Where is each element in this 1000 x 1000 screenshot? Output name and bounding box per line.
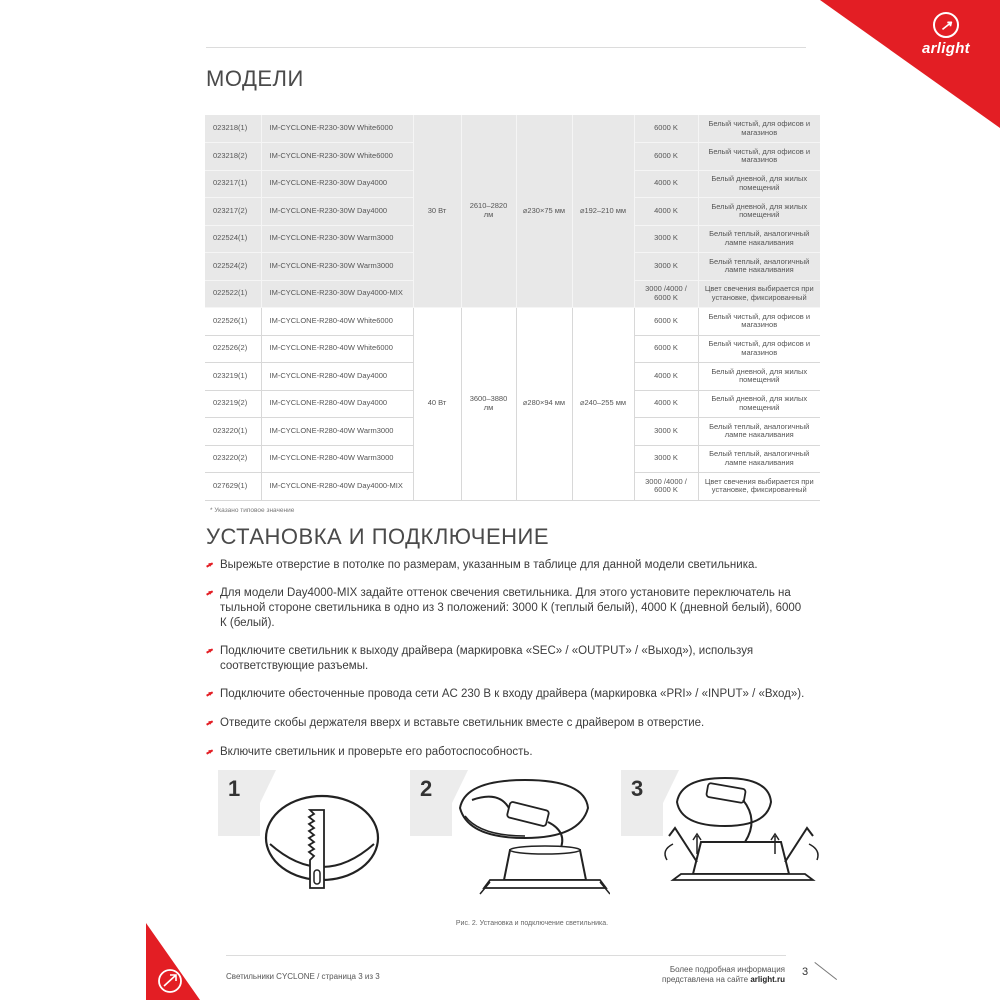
bottom-divider [226,955,786,956]
arrow-bullet-icon [206,749,213,755]
table-row [205,115,820,143]
figure-number: 3 [621,770,663,836]
table-footnote: * Указано типовое значение [210,507,295,514]
description-cell: Белый теплый, аналогичный лампе накаливания [698,253,820,281]
cct-cell: 6000 K [634,143,698,171]
footer-site-link[interactable]: arlight.ru [750,975,785,985]
model-name-cell: IM-CYCLONE-R280-40W Day4000-MIX [261,473,413,501]
description-cell: Белый теплый, аналогичный лампе накаливания [698,445,820,473]
cct-cell: 6000 K [634,115,698,143]
dimensions-cell: ⌀230×75 мм [516,115,572,308]
article-cell: 022522(1) [205,280,261,308]
article-cell: 023217(1) [205,170,261,198]
arrow-bullet-icon [206,562,213,568]
description-cell: Белый чистый, для офисов и магазинов [698,335,820,363]
install-step [206,745,806,760]
figure-number: 2 [410,770,452,836]
power-cell: 40 Вт [413,308,461,501]
install-step [206,586,806,631]
description-cell: Белый теплый, аналогичный лампе накаливания [698,418,820,446]
cct-cell: 3000 K [634,418,698,446]
description-cell: Белый дневной, для жилых помещений [698,363,820,391]
figure-step-1 [218,770,418,900]
logo-text: arlight [922,40,970,57]
step-text: Отведите скобы держателя вверх и вставьте светильник вместе с драйвером в отверстие. [220,717,705,729]
cct-cell: 3000 /4000 / 6000 K [634,473,698,501]
model-name-cell: IM-CYCLONE-R230-30W Warm3000 [261,253,413,281]
article-cell: 023220(1) [205,418,261,446]
step-text: Вырежьте отверстие в потолке по размерам, указанным в таблице для данной модели светильника. [220,559,758,571]
step-text: Для модели Day4000-MIX задайте оттенок свечения светильника. Для этого установите переключатель на тыльной стороне светильника в одно из 3 положений: 3000 К (теплый белый), 4000 К (дневной белый), 6000 К (белый). [220,587,802,629]
description-cell: Белый дневной, для жилых помещений [698,198,820,226]
article-cell: 023220(2) [205,445,261,473]
article-cell: 022526(2) [205,335,261,363]
model-name-cell: IM-CYCLONE-R280-40W Day4000 [261,390,413,418]
footer-info-line: Более подробная информация [669,965,785,974]
model-name-cell: IM-CYCLONE-R280-40W White6000 [261,308,413,336]
install-fixture-illustration [621,770,821,900]
figure-step-2 [410,770,610,900]
table-row [205,308,820,336]
arrow-bullet-icon [206,648,213,654]
model-name-cell: IM-CYCLONE-R280-40W Warm3000 [261,418,413,446]
figure-step-3 [621,770,821,900]
article-cell: 023218(1) [205,115,261,143]
description-cell: Белый чистый, для офисов и магазинов [698,308,820,336]
step-text: Подключите светильник к выходу драйвера (маркировка «SEC» / «OUTPUT» / «Выход»), используя соответствующие разъемы. [220,645,754,672]
page-number: 3 [802,966,809,978]
article-cell: 023217(2) [205,198,261,226]
model-name-cell: IM-CYCLONE-R230-30W Day4000-MIX [261,280,413,308]
cct-cell: 3000 /4000 / 6000 K [634,280,698,308]
cutout-cell: ⌀240–255 мм [572,308,634,501]
description-cell: Цвет свечения выбирается при установке, фиксированный [698,473,820,501]
cct-cell: 4000 K [634,198,698,226]
power-cell: 30 Вт [413,115,461,308]
model-name-cell: IM-CYCLONE-R230-30W White6000 [261,115,413,143]
model-name-cell: IM-CYCLONE-R230-30W Day4000 [261,198,413,226]
install-step [206,687,806,702]
model-name-cell: IM-CYCLONE-R280-40W Day4000 [261,363,413,391]
cct-cell: 6000 K [634,308,698,336]
cct-cell: 3000 K [634,253,698,281]
arrow-bullet-icon [206,720,213,726]
install-step [206,558,806,573]
model-name-cell: IM-CYCLONE-R230-30W Day4000 [261,170,413,198]
cct-cell: 4000 K [634,363,698,391]
arrow-bullet-icon [206,691,213,697]
description-cell: Белый чистый, для офисов и магазинов [698,115,820,143]
arrow-bullet-icon [206,590,213,596]
cct-cell: 4000 K [634,170,698,198]
top-divider [206,47,806,48]
page-slash-decoration [814,962,837,980]
description-cell: Белый дневной, для жилых помещений [698,170,820,198]
article-cell: 027629(1) [205,473,261,501]
description-cell: Белый теплый, аналогичный лампе накаливания [698,225,820,253]
footer-info-line: представлена на сайте [662,975,749,985]
description-cell: Белый чистый, для офисов и магазинов [698,143,820,171]
cut-hole-illustration [218,770,418,900]
article-cell: 022526(1) [205,308,261,336]
models-table [205,115,820,501]
flux-cell: 2610–2820 лм [461,115,516,308]
model-name-cell: IM-CYCLONE-R230-30W White6000 [261,143,413,171]
description-cell: Цвет свечения выбирается при установке, фиксированный [698,280,820,308]
cct-cell: 3000 K [634,445,698,473]
cct-cell: 3000 K [634,225,698,253]
footer-doc-title: Светильники CYCLONE / страница 3 из 3 [226,972,380,981]
step-text: Подключите обесточенные провода сети AC 230 В к входу драйвера (маркировка «PRI» / «INPUT» / «Вход»). [220,688,805,700]
corner-decoration-bottom [0,923,200,1000]
article-cell: 023219(2) [205,390,261,418]
install-step [206,644,806,674]
cct-cell: 4000 K [634,390,698,418]
dimensions-cell: ⌀280×94 мм [516,308,572,501]
article-cell: 022524(2) [205,253,261,281]
cutout-cell: ⌀192–210 мм [572,115,634,308]
model-name-cell: IM-CYCLONE-R280-40W Warm3000 [261,445,413,473]
install-heading: УСТАНОВКА И ПОДКЛЮЧЕНИЕ [206,524,550,549]
install-step [206,716,806,731]
article-cell: 023219(1) [205,363,261,391]
models-table-body [205,115,820,500]
logo-circle-icon: ↗ [933,12,959,38]
connect-driver-illustration [410,770,610,900]
model-name-cell: IM-CYCLONE-R280-40W White6000 [261,335,413,363]
figure-caption: Рис. 2. Установка и подключение светильника. [455,920,609,927]
model-name-cell: IM-CYCLONE-R230-30W Warm3000 [261,225,413,253]
cct-cell: 6000 K [634,335,698,363]
figure-number: 1 [218,770,260,836]
article-cell: 023218(2) [205,143,261,171]
footer-info [620,965,785,986]
models-heading: МОДЕЛИ [206,66,304,91]
step-text: Включите светильник и проверьте его работоспособность. [220,746,533,758]
flux-cell: 3600–3880 лм [461,308,516,501]
brand-logo [906,12,986,57]
description-cell: Белый дневной, для жилых помещений [698,390,820,418]
article-cell: 022524(1) [205,225,261,253]
